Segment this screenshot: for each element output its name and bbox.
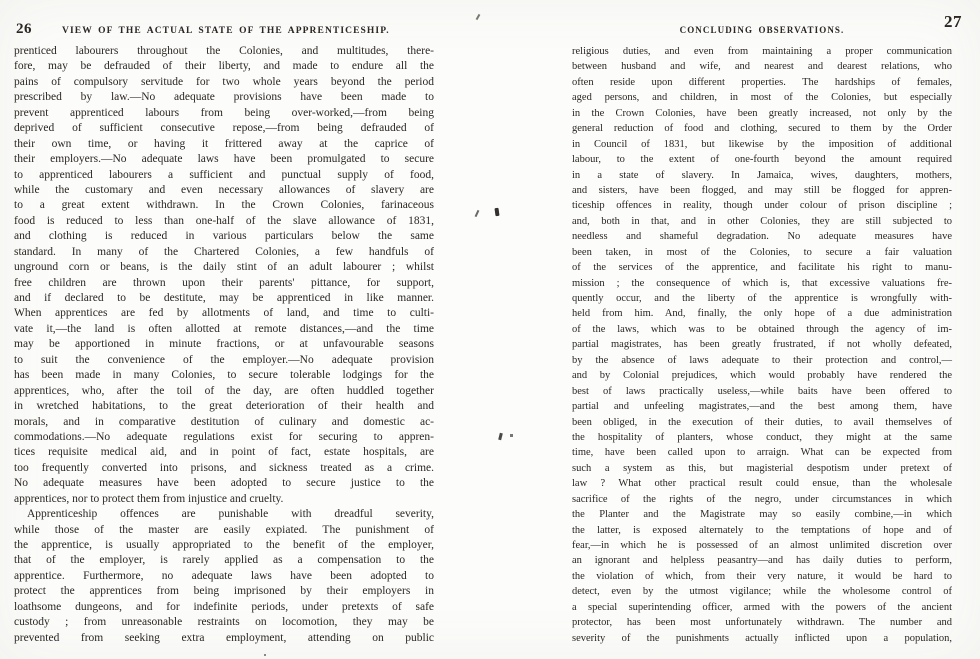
text-line: apprentices, nor to protect them from injustice and cruelty.: [14, 492, 284, 505]
text-line: morals, and in comparative destitution of culinary and domestic ac-: [14, 415, 434, 428]
page-right-body: [572, 44, 952, 646]
text-line: custody ; from unreasonable restraints on locomotion, they may be: [14, 616, 434, 629]
text-line: apprentices, who, after the toil of the day, are often huddled together: [14, 384, 434, 397]
text-line: law ? What other practical result could ensue, than the wholesale: [572, 478, 952, 490]
page-left-body: [14, 44, 434, 646]
text-line: prescribed by law.—No adequate provisions have been made to: [14, 91, 434, 104]
text-line: mission ; the consequence of which is, that excessive valuations fre-: [572, 277, 952, 289]
text-line: in wretched habitations, to the great deterioration of their health and: [14, 400, 434, 413]
text-line: been obliged, in the execution of their duties, to avail themselves of: [572, 416, 952, 428]
text-line: and, both in that, and in other Colonies, they are still subjected to: [572, 215, 952, 227]
text-line: in a state of slavery. In Jamaica, wives, daughters, mothers,: [572, 169, 952, 181]
text-line: aged persons, and children, in most of the Colonies, but especially: [572, 92, 952, 104]
text-line: an ignorant and helpless peasantry—and has daily duties to perform,: [572, 555, 952, 567]
text-line: food is reduced to less than one-half of the slave allowance of 1831,: [14, 214, 434, 227]
text-line: apprentice. Furthermore, no adequate laws have been adopted to: [14, 569, 434, 582]
text-line: protect the apprentices from being imprisoned by their employers in: [14, 585, 434, 598]
text-line: their employers.—No adequate laws have been promulgated to secure: [14, 153, 434, 166]
text-line: protector, has been most unfortunately withdrawn. The number and: [572, 617, 952, 629]
text-line: and sisters, have been flogged, and may still be flogged for appren-: [572, 184, 952, 196]
page-number-right: 27: [944, 12, 962, 31]
text-line: that of the employer, is rarely applied as a compensation to the: [14, 554, 434, 567]
text-line: free children are thrown upon their parents' pittance, for support,: [14, 276, 434, 289]
text-line: may be apportioned in minute fractions, or at unfavourable seasons: [14, 338, 434, 351]
text-line: such a system as this, but magisterial despotism under pretext of: [572, 462, 952, 474]
text-line: vate it,—the land is often allotted at remote distances,—and the time: [14, 322, 434, 335]
text-line: general reduction of food and clothing, secured to them by the Order: [572, 123, 952, 135]
text-line: When apprentices are fed by allotments of land, and time to culti-: [14, 307, 434, 320]
text-line: to a great extent withdrawn. In the Crown Colonies, farinaceous: [14, 199, 434, 212]
scan-speck: [494, 208, 499, 216]
text-line: fore, may be defrauded of their liberty, and made to endure all the: [14, 60, 434, 73]
scan-speck: [510, 434, 513, 437]
text-line: held from him. And, finally, the only hope of a due administration: [572, 308, 952, 320]
text-line: partial magistrates, has been greatly frustrated, if not wholly defeated,: [572, 339, 952, 351]
text-line: in Council of 1831, but likewise by the imposition of additional: [572, 138, 952, 150]
text-line: too frequently converted into prisons, and sickness treated as a crime.: [14, 461, 434, 474]
text-line: the apprentice, is usually appropriated to the benefit of the employer,: [14, 539, 434, 551]
text-line: prevent apprenticed labours from being over-worked,—from being: [14, 106, 434, 119]
text-line: between husband and wife, and nearest and dearest relations, who: [572, 61, 952, 73]
text-line: the latter, is exposed alternately to the temptations of hope and of: [572, 524, 952, 536]
text-line: deprived of sufficient consecutive repose,—from being defrauded of: [14, 122, 434, 135]
text-line: quently occur, and the liberty of the apprentice is wrongfully with-: [572, 293, 952, 304]
text-line: the violation of which, from their very nature, it would be hard to: [572, 570, 952, 582]
text-line: and if declared to be destitute, may be apprenticed in like manner.: [14, 292, 434, 304]
text-line: their own time, or having it frittered away at the caprice of: [14, 137, 434, 150]
text-line: of the laws, which was to be obtained through the agency of im-: [572, 323, 952, 335]
text-line: been taken, in most of the Colonies, to secure a fair valuation: [572, 246, 952, 258]
text-line: by the absence of laws adequate to their protection and control,—: [572, 354, 952, 366]
text-line: detect, even by the utmost vigilance; while the wholesome control of: [572, 586, 952, 598]
text-line: severity of the punishments actually inflicted upon a population,: [572, 632, 952, 644]
text-line: commodations.—No adequate regulations exist for securing to appren-: [14, 430, 434, 443]
scan-speck: [476, 14, 481, 20]
text-line: ticeship offences in reality, though under colour of prison discipline ;: [572, 200, 952, 212]
running-title-left: VIEW OF THE ACTUAL STATE OF THE APPRENTICESHIP.: [62, 26, 390, 36]
text-line: No adequate measures have been adopted to secure justice to the: [14, 477, 434, 490]
text-line: partial and unfeeling magistrates,—and the best among them, have: [572, 401, 952, 413]
text-line: the Planter and the Magistrate may so easily combine,—in which: [572, 509, 952, 521]
text-line: religious duties, and even from maintaining a proper communication: [572, 46, 952, 57]
scan-speck: [264, 654, 266, 656]
text-line: tices requisite medical aid, and in point of fact, estate hospitals, are: [14, 446, 434, 459]
page-left-header: [16, 21, 456, 38]
scan-speck: [498, 433, 503, 441]
scan-speck: [475, 210, 480, 217]
text-line: of the services of the apprentice, and facilitate his right to manu-: [572, 262, 952, 274]
text-line: sacrifice of the rights of the negro, under circumstances in which: [572, 493, 952, 505]
page-number-left: 26: [16, 21, 32, 37]
text-line: needless and shameful degradation. No adequate measures have: [572, 231, 952, 243]
text-line: while those of the master are easily expiated. The punishment of: [14, 523, 434, 536]
text-line: and by Colonial prejudices, which would probably have rendered the: [572, 370, 952, 382]
text-line: labour, to the extent of one-fourth beyond the amount required: [572, 154, 952, 166]
text-line: to apprenticed labourers a sufficient and punctual supply of food,: [14, 168, 434, 181]
text-line: a special superintending officer, armed with the powers of the ancient: [572, 601, 952, 613]
text-line: often reside upon different properties. The hardships of females,: [572, 76, 952, 88]
text-line: Apprenticeship offences are punishable with dreadful severity,: [27, 508, 434, 521]
text-line: prenticed labourers throughout the Colonies, and multitudes, there-: [14, 45, 434, 57]
text-line: to suit the convenience of the employer.—No adequate provision: [14, 353, 434, 366]
text-line: pains of compulsory servitude for two whole years beyond the period: [14, 75, 434, 88]
text-line: prevented from seeking extra employment, attending on public: [14, 631, 434, 644]
text-line: while the customary and even necessary allowances of slavery are: [14, 183, 434, 196]
text-line: best of laws practically useless,—while baits have been offered to: [572, 385, 952, 397]
text-line: has been made in many Colonies, to secure tolerable lodgings for the: [14, 369, 434, 382]
text-line: unground corn or beans, is the daily stint of an adult labourer ; whilst: [14, 261, 434, 274]
running-title-right: CONCLUDING OBSERVATIONS.: [679, 25, 845, 35]
text-line: fear,—in which he is possessed of an almost unlimited discretion over: [572, 540, 952, 551]
text-line: and clothing is reduced in various particulars below the same: [14, 230, 434, 243]
text-line: the hospitality of planters, whose conduct, they might at the same: [572, 431, 952, 443]
text-line: loathsome dungeons, and for indefinite periods, under pretexts of safe: [14, 600, 434, 613]
text-line: standard. In many of the Chartered Colonies, a few handfuls of: [14, 245, 434, 258]
text-line: time, have been called upon to arraign. What can be expected from: [572, 447, 952, 459]
text-line: in the Crown Colonies, have been greatly increased, not only by the: [572, 107, 952, 119]
